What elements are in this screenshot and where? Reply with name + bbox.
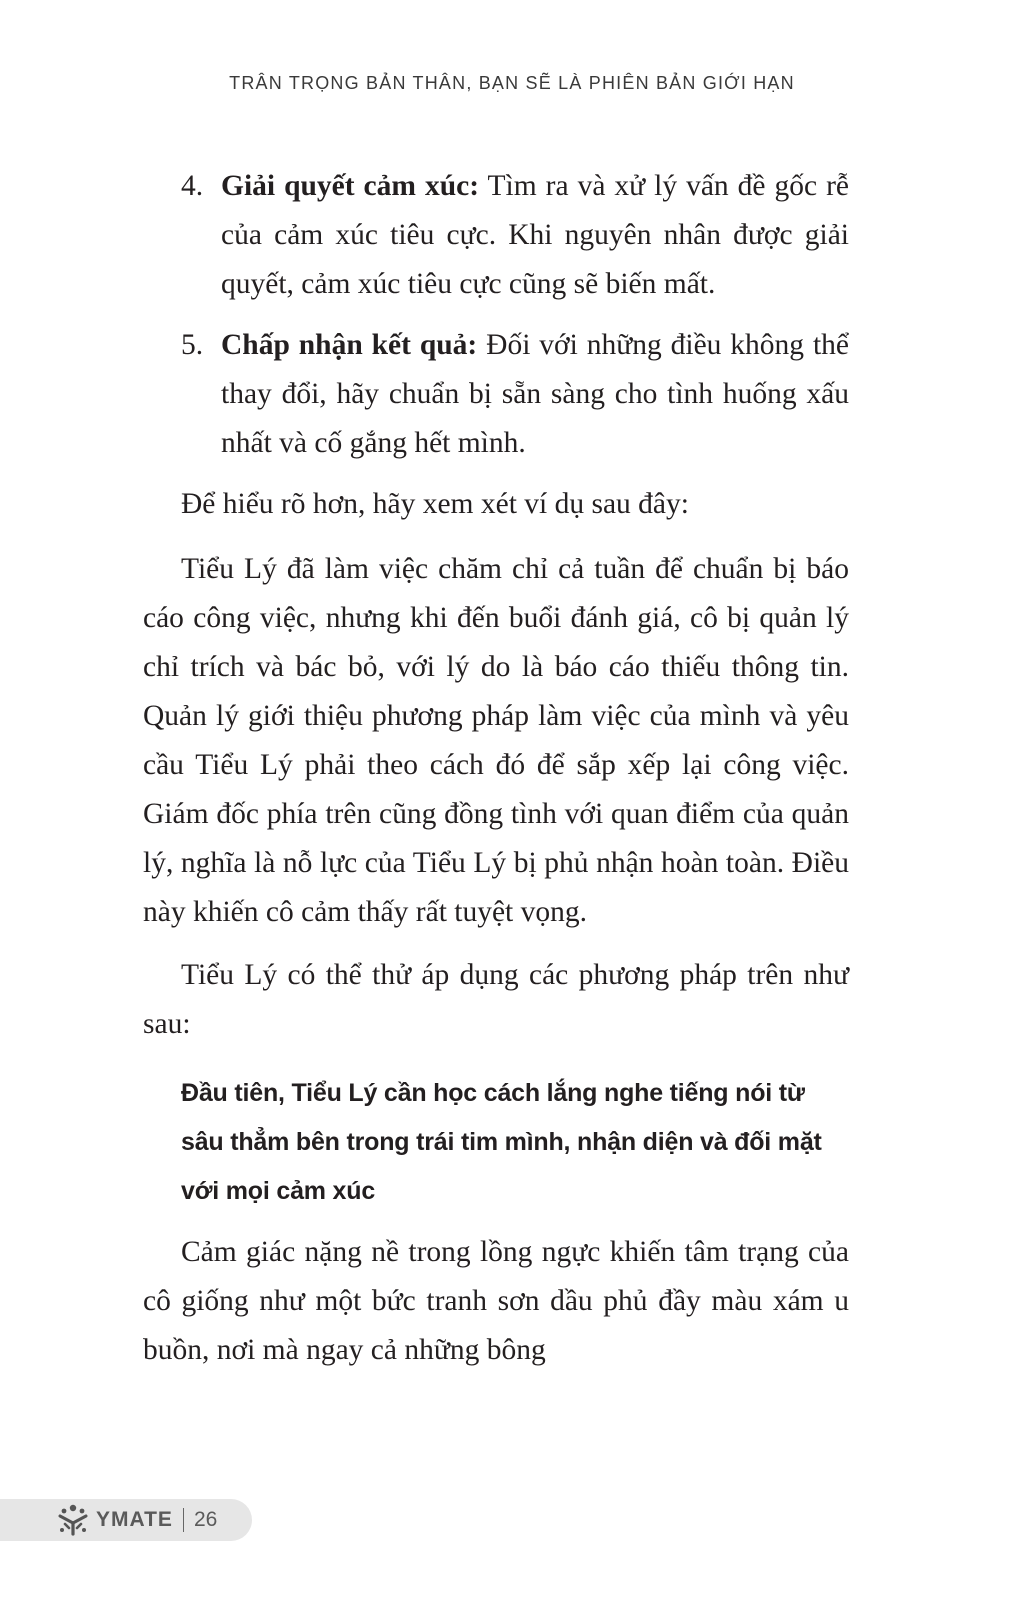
footer-page-tab xyxy=(0,1499,252,1541)
apply-paragraph: Tiểu Lý có thể thử áp dụng các phương pháp trên như sau: xyxy=(143,959,849,1040)
page-body xyxy=(143,162,849,1389)
list-term: Giải quyết cảm xúc: xyxy=(221,170,480,202)
list-number: 5. xyxy=(181,329,204,361)
list-item xyxy=(143,321,849,468)
list-number: 4. xyxy=(181,170,204,202)
closing-paragraph: Cảm giác nặng nề trong lồng ngực khiến tâm trạng của cô giống như một bức tranh sơn dầu phủ đầy màu xám u buồn, nơi mà ngay cả những bông xyxy=(143,1236,849,1366)
list-text: Đối với những điều không thể thay đổi, hãy chuẩn bị sẵn sàng cho tình huống xấu nhất và cố gắng hết mình. xyxy=(221,329,849,459)
footer-divider xyxy=(183,1508,184,1532)
list-item xyxy=(143,162,849,309)
page-number: 26 xyxy=(193,1508,218,1531)
list-text: Tìm ra và xử lý vấn đề gốc rễ của cảm xúc tiêu cực. Khi nguyên nhân được giải quyết, cảm xúc tiêu cực cũng sẽ biến mất. xyxy=(221,170,849,300)
intro-paragraph: Để hiểu rõ hơn, hãy xem xét ví dụ sau đây: xyxy=(181,488,689,520)
section-subheading: Đầu tiên, Tiểu Lý cần học cách lắng nghe tiếng nói từ sâu thẳm bên trong trái tim mình, nhận diện và đối mặt với mọi cảm xúc xyxy=(181,1079,822,1205)
story-paragraph: Tiểu Lý đã làm việc chăm chỉ cả tuần để chuẩn bị báo cáo công việc, nhưng khi đến buổi đánh giá, cô bị quản lý chỉ trích và bác bỏ, với lý do là báo cáo thiếu thông tin. Quản lý giới thiệu phương pháp làm việc của mình và yêu cầu Tiểu Lý phải theo cách đó để sắp xếp lại công việc. Giám đốc phía trên cũng đồng tình với quan điểm của quản lý, nghĩa là nỗ lực của Tiểu Lý bị phủ nhận hoàn toàn. Điều này khiến cô cảm thấy rất tuyệt vọng. xyxy=(143,553,849,928)
list-term: Chấp nhận kết quả: xyxy=(221,329,478,361)
brand-name: YMATE xyxy=(96,1508,173,1531)
running-header: TRÂN TRỌNG BẢN THÂN, BẠN SẼ LÀ PHIÊN BẢN GIỚI HẠN xyxy=(229,73,795,93)
ymate-logo-icon xyxy=(56,1504,90,1536)
